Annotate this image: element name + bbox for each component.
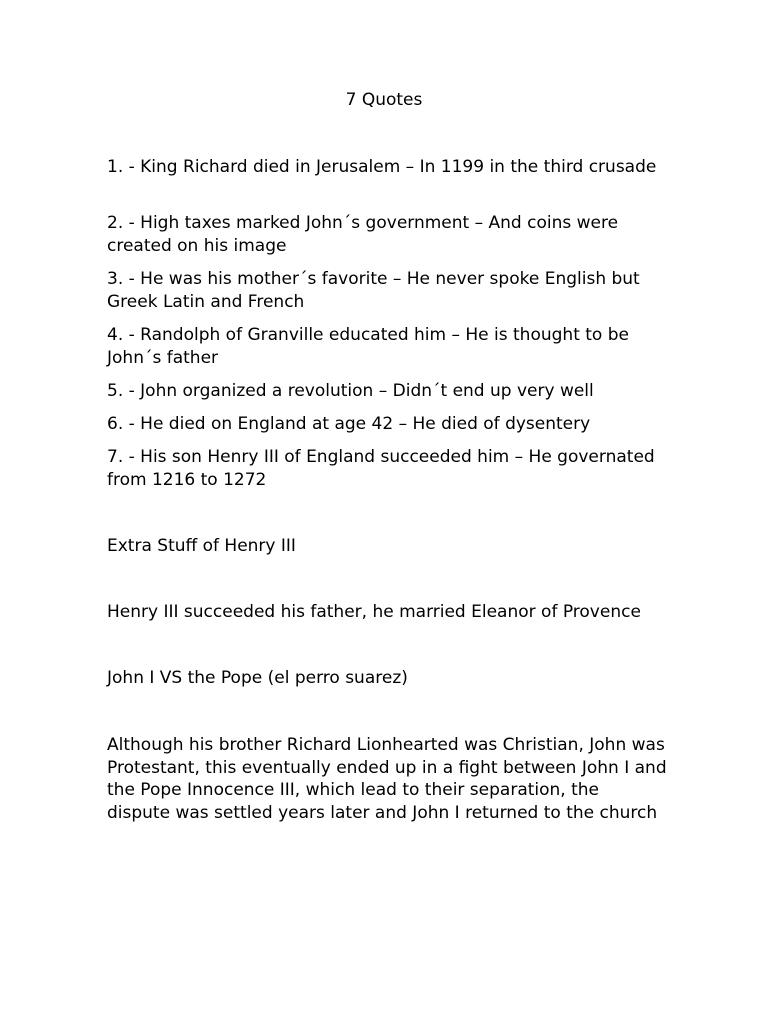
quote-item-3: 3. - He was his mother´s favorite – He never spoke English but Greek Latin and French	[107, 269, 640, 312]
pope-paragraph: Although his brother Richard Lionhearted was Christian, John was Protestant, this eventually ended up in a fight between John I and the Pope Innocence III, which lead to their separation, the dispute was settled years later and John I returned to the church	[107, 735, 667, 823]
quote-item-7: 7. - His son Henry III of England succeeded him – He governated from 1216 to 1272	[107, 447, 655, 490]
extra-heading: Extra Stuff of Henry III	[107, 536, 296, 556]
henry-paragraph: Henry III succeeded his father, he married Eleanor of Provence	[107, 602, 641, 622]
page-title: 7 Quotes	[345, 90, 423, 110]
quote-item-4: 4. - Randolph of Granville educated him – He is thought to be John´s father	[107, 325, 629, 368]
quote-item-2: 2. - High taxes marked John´s government – And coins were created on his image	[107, 213, 619, 256]
pope-heading: John I VS the Pope (el perro suarez)	[107, 668, 408, 688]
quote-item-1: 1. - King Richard died in Jerusalem – In 1199 in the third crusade	[107, 157, 657, 177]
quote-item-6: 6. - He died on England at age 42 – He died of dysentery	[107, 414, 591, 434]
quote-item-5: 5. - John organized a revolution – Didn´t end up very well	[107, 381, 594, 401]
